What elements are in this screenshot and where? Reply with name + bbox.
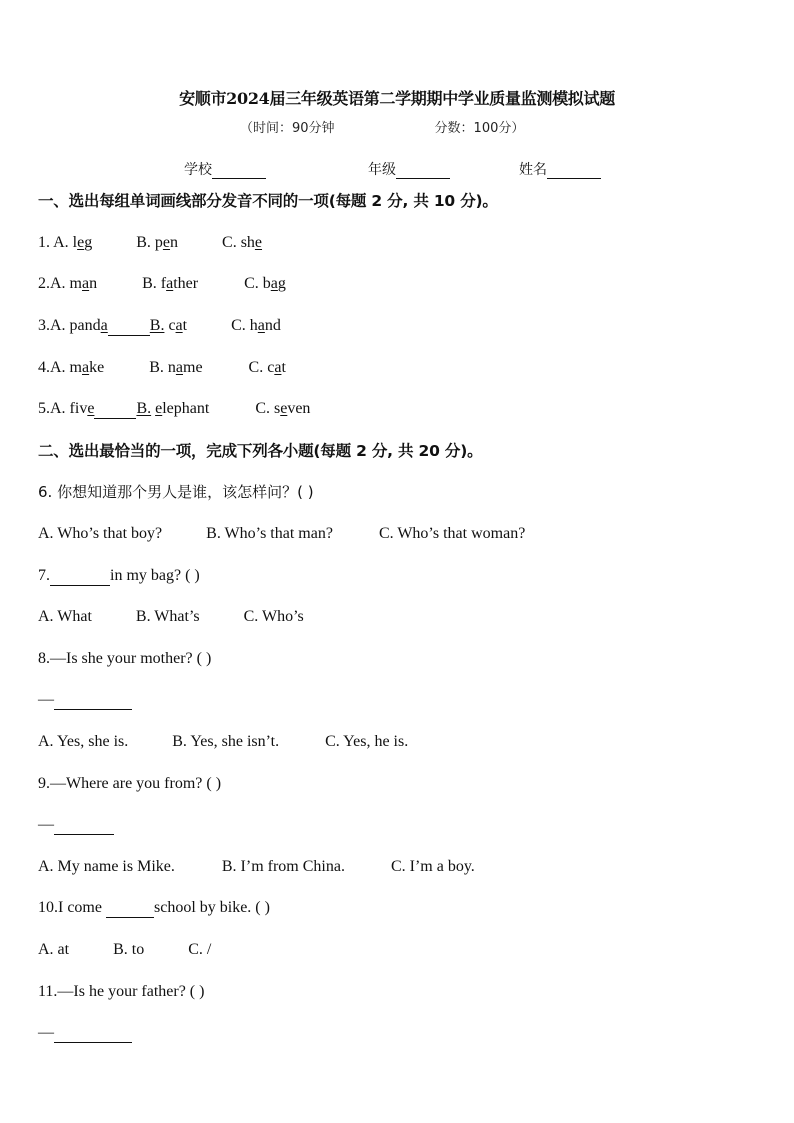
exam-meta: [240, 117, 524, 136]
section-1-heading: 一、选出每组单词画线部分发音不同的一项(每题 2 分, 共 10 分)。: [38, 192, 498, 210]
option-c: C. Yes, he is.: [325, 733, 409, 750]
answer-blank: [54, 819, 114, 835]
question-4: 4.A. make B. name C. cat: [38, 359, 286, 376]
option-b: B. I’m from China.: [221, 858, 345, 875]
option-a: A. Who’s that boy?: [38, 525, 163, 542]
question-7-stem: 7. in my bag? ( ): [38, 567, 200, 584]
option-c: C. I’m a boy.: [390, 858, 475, 875]
option-c: C. Who’s that woman?: [378, 525, 526, 542]
underline-gap: [108, 320, 150, 336]
question-6-stem: 6. 你想知道那个男人是谁，该怎样问？( ): [38, 483, 314, 501]
section-2-heading: 二、选出最恰当的一项，完成下列各小题(每题 2 分, 共 20 分)。: [38, 442, 483, 460]
question-10-options: [38, 940, 211, 960]
question-9-stem: 9.—Where are you from? ( ): [38, 775, 222, 792]
question-3: 3.A. panda B. cat C. hand: [38, 317, 281, 334]
underline-gap: [94, 403, 136, 419]
option-b: B. What’s: [135, 608, 200, 625]
answer-blank: [106, 902, 154, 918]
option-a: A. What: [38, 608, 92, 625]
page-title: 安顺市2024届三年级英语第二学期期中学业质量监测模拟试题: [179, 89, 615, 108]
question-8-stem: 8.—Is she your mother? ( ): [38, 650, 212, 667]
question-2: 2.A. man B. father C. bag: [38, 275, 286, 292]
answer-blank: [54, 694, 132, 710]
option-b: B. Who’s that man?: [206, 525, 333, 542]
option-a: A. My name is Mike.: [38, 858, 175, 875]
question-7-options: [38, 607, 304, 627]
name-label: 姓名: [519, 162, 547, 178]
question-8-options: [38, 732, 408, 752]
school-blank: [212, 164, 266, 179]
student-info: [184, 159, 601, 179]
question-8-answer-line: —: [38, 690, 132, 710]
question-9-options: [38, 857, 475, 877]
question-11-stem: 11.—Is he your father? ( ): [38, 983, 205, 1000]
school-label: 学校: [184, 162, 212, 178]
grade-label: 年级: [368, 162, 396, 178]
option-b: B. Yes, she isn’t.: [172, 733, 280, 750]
option-b: B. to: [113, 941, 145, 958]
name-blank: [547, 164, 601, 179]
question-10-stem: 10.I come school by bike. ( ): [38, 899, 270, 916]
exam-score: 分数：100分）: [434, 121, 525, 136]
option-a: A. at: [38, 941, 70, 958]
question-5: 5.A. five B. elephant C. seven: [38, 400, 311, 417]
grade-blank: [396, 164, 450, 179]
option-c: C. Who’s: [243, 608, 304, 625]
exam-time: （时间：90分钟: [240, 121, 335, 136]
question-6-options: [38, 524, 525, 544]
question-11-answer-line: —: [38, 1023, 132, 1043]
question-9-answer-line: —: [38, 815, 114, 835]
option-a: A. Yes, she is.: [38, 733, 129, 750]
question-1: 1. A. leg B. pen C. she: [38, 234, 263, 251]
option-c: C. /: [188, 941, 212, 958]
answer-blank: [54, 1027, 132, 1043]
answer-blank: [50, 570, 110, 586]
